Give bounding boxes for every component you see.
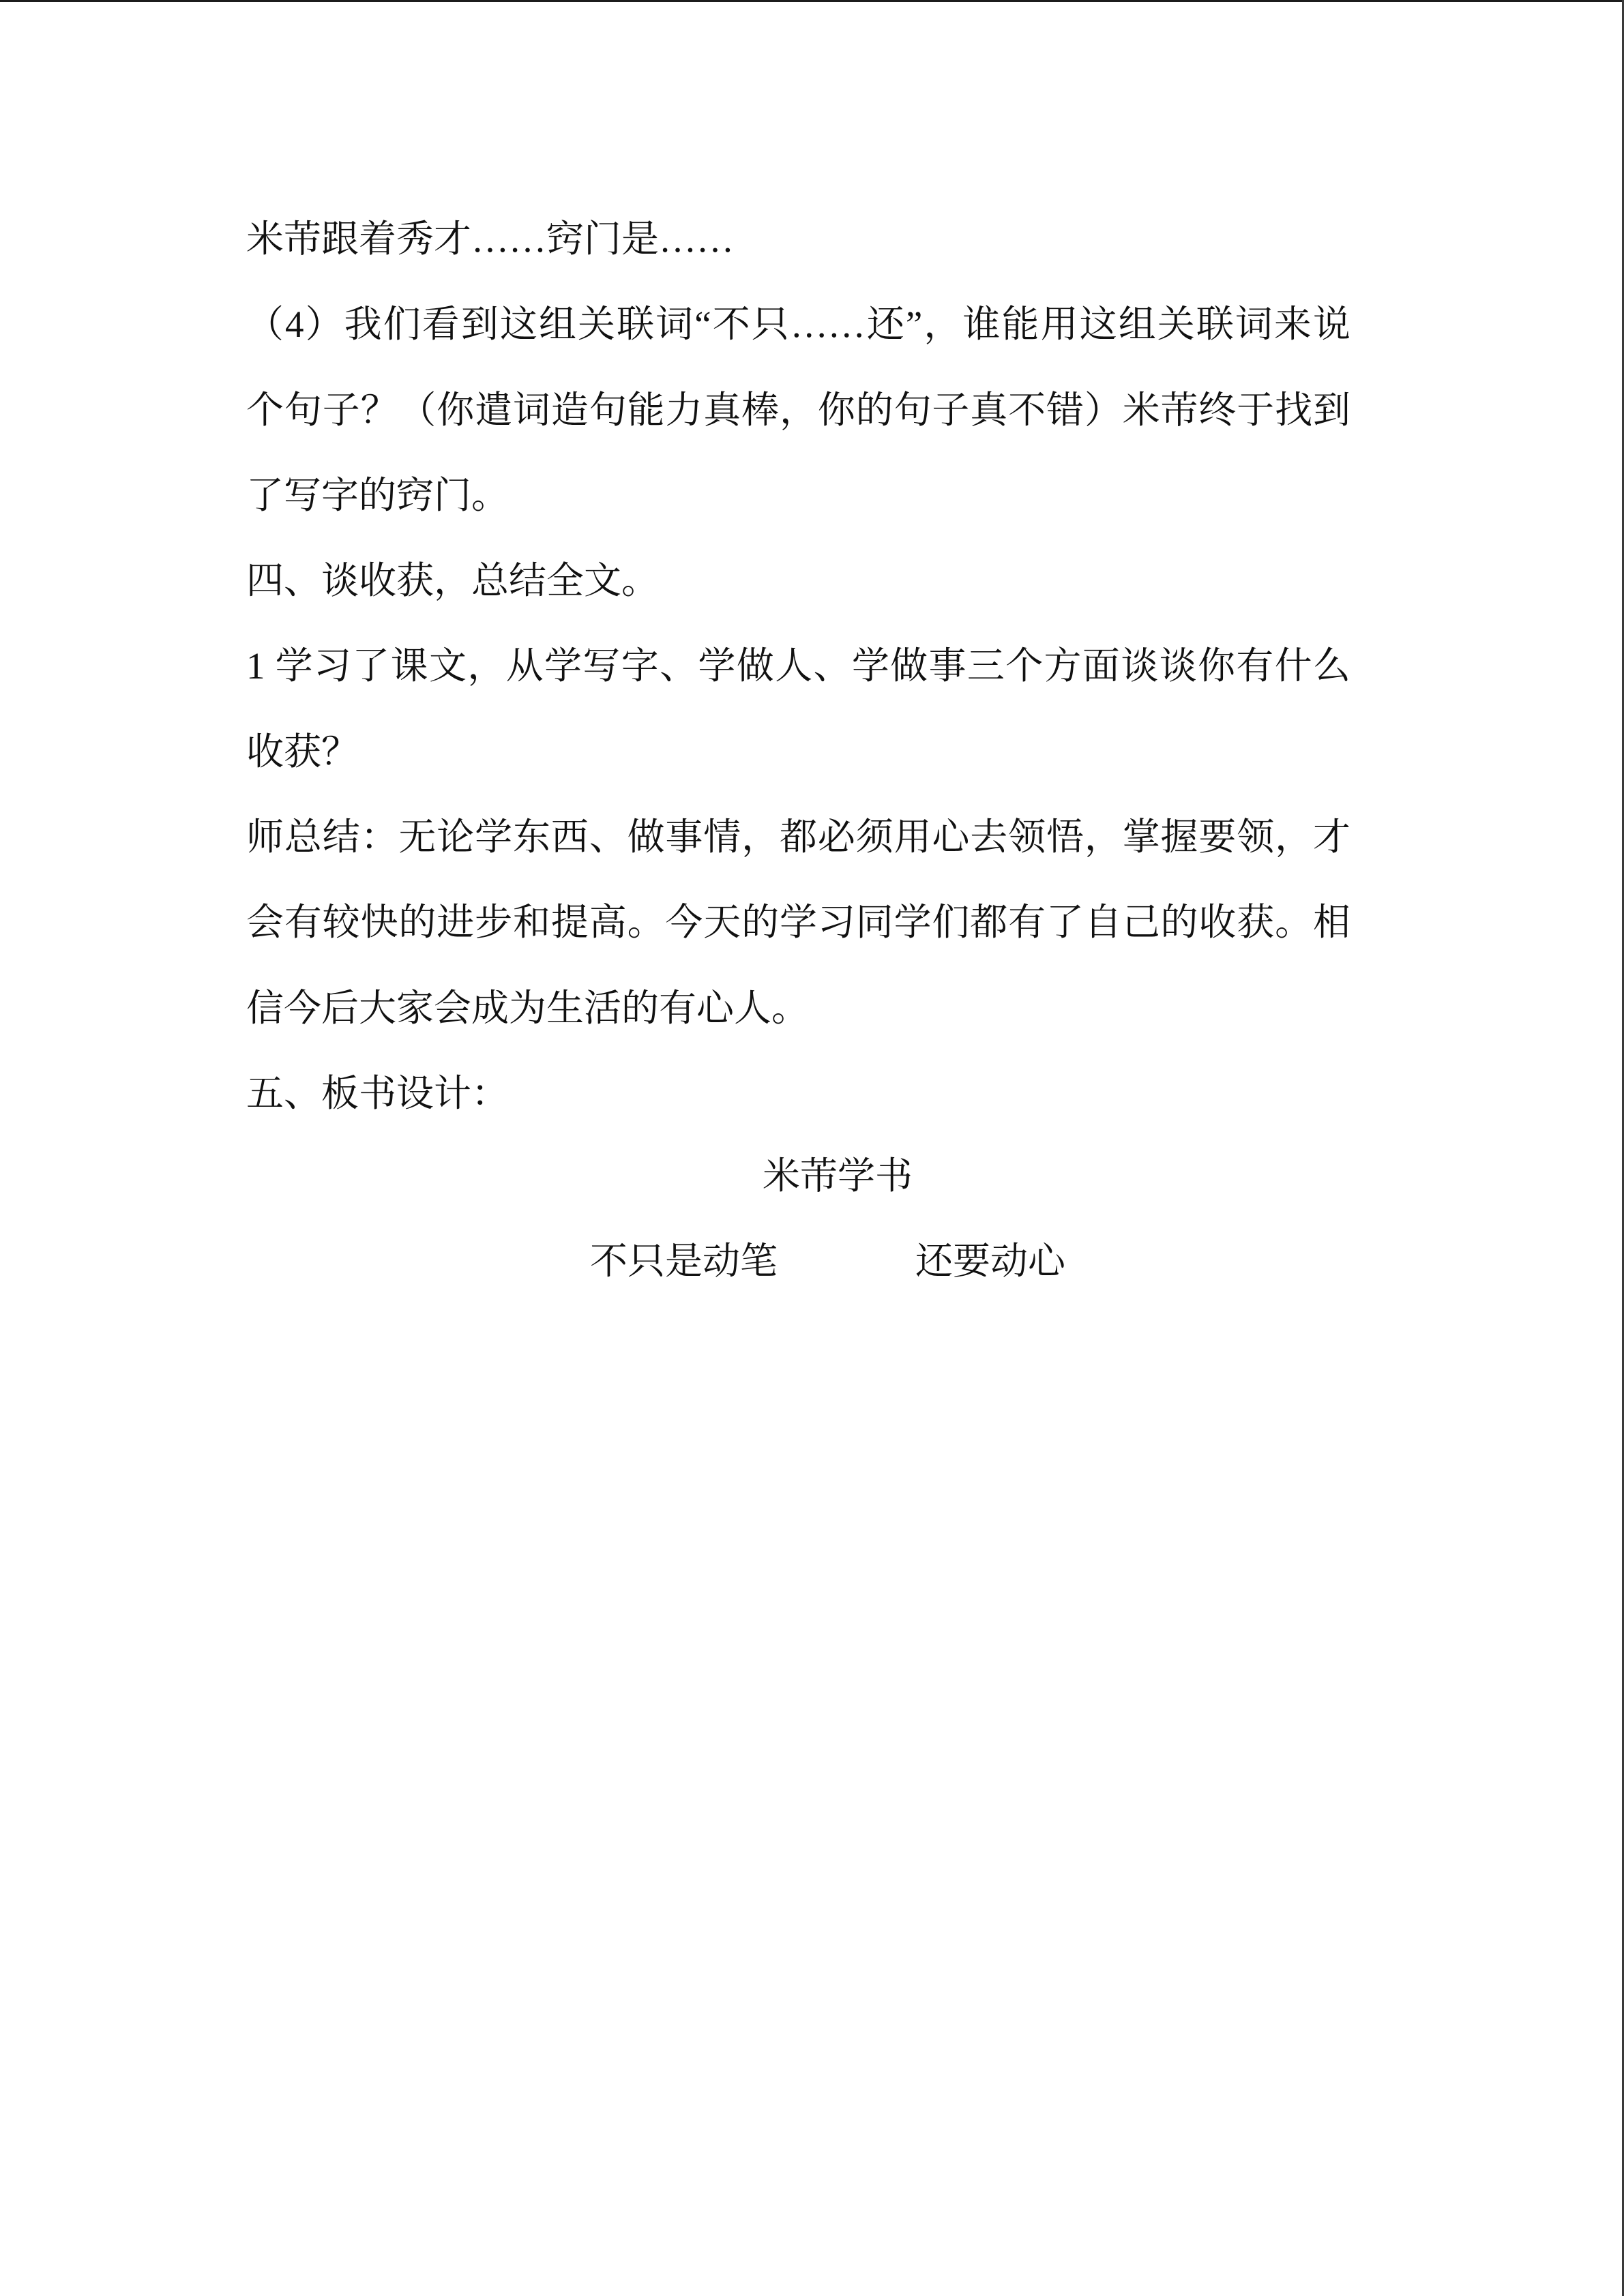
text-line: 师总结：无论学东西、做事情，都必须用心去领悟，掌握要领，才 xyxy=(246,816,1350,859)
board-design-title: 米芾学书 xyxy=(763,1155,913,1197)
text-line: （4）我们看到这组关联词“不只……还”，谁能用这组关联词来说 xyxy=(246,303,1350,346)
text-line: 个句子？（你遣词造句能力真棒，你的句子真不错）米芾终于找到 xyxy=(246,389,1350,431)
document-body xyxy=(246,196,1350,1136)
board-design-right-phrase: 还要动心 xyxy=(915,1240,1066,1282)
text-line: 了写字的窍门。 xyxy=(246,474,510,516)
text-line: 信今后大家会成为生活的有心人。 xyxy=(246,987,810,1029)
text-line: 会有较快的进步和提高。今天的学习同学们都有了自己的收获。相 xyxy=(246,901,1350,944)
section-heading: 四、谈收获，总结全文。 xyxy=(246,560,660,602)
page-top-border xyxy=(0,0,1624,2)
text-line: 米芾跟着秀才……窍门是…… xyxy=(246,218,735,260)
section-heading: 五、板书设计： xyxy=(246,1072,510,1114)
board-design-left-phrase: 不只是动笔 xyxy=(590,1240,778,1282)
text-line: 1 学习了课文，从学写字、学做人、学做事三个方面谈谈你有什么 xyxy=(246,645,1350,687)
text-line: 收获？ xyxy=(246,730,359,773)
